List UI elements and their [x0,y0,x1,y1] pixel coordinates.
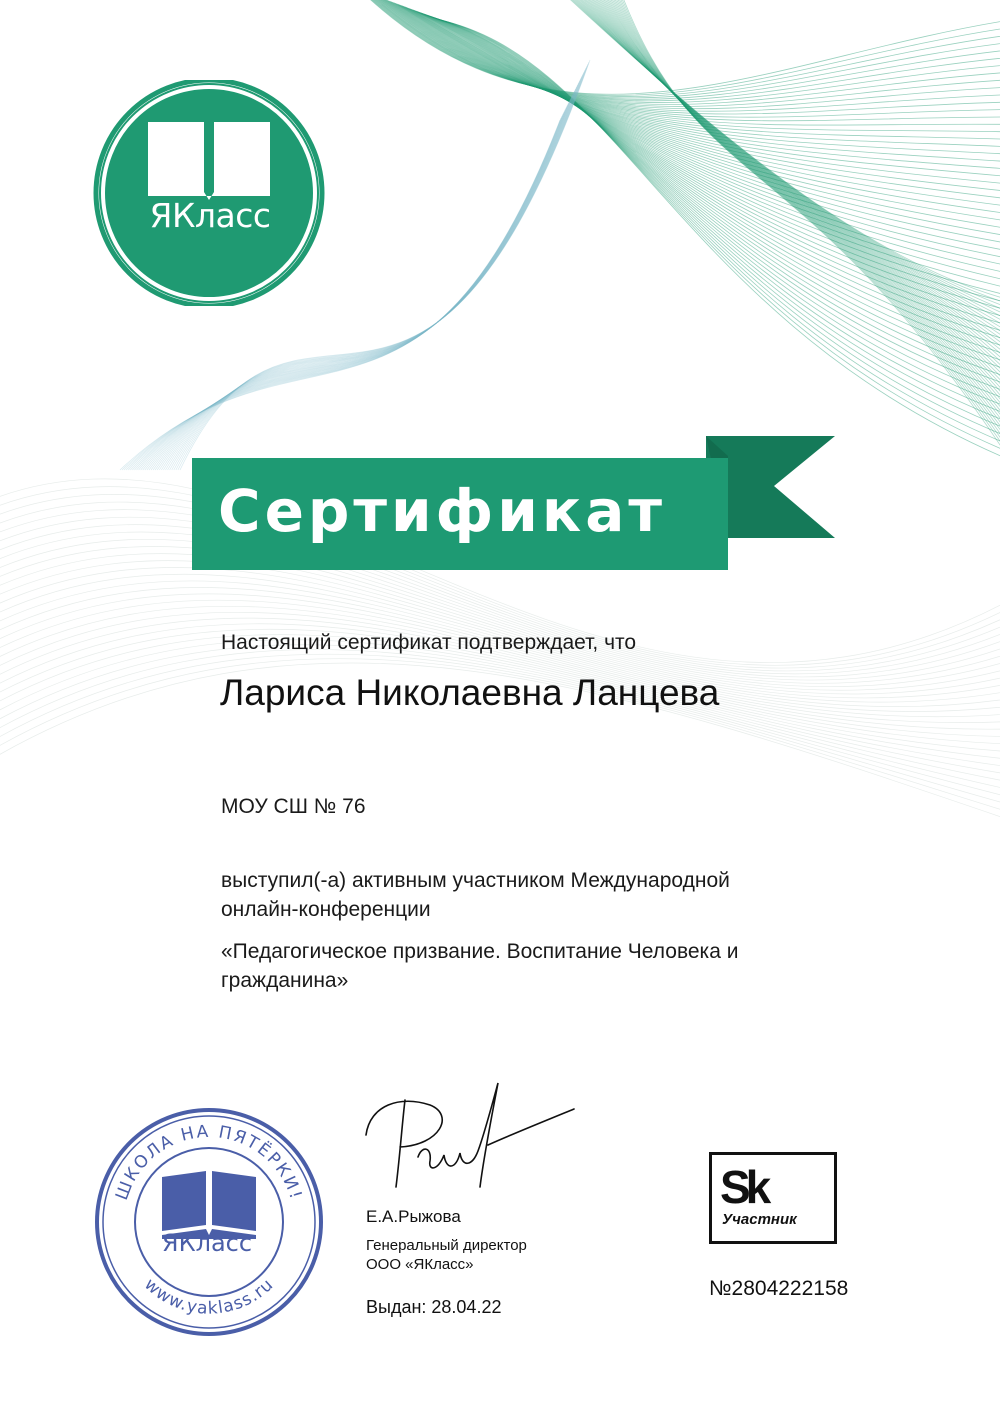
stamp-brand-text: ЯКласс [161,1229,253,1257]
signatory-role [366,1236,527,1274]
signatory-name: Е.А.Рыжова [366,1207,461,1226]
participation-description [221,866,861,924]
certificate-title: Сертификат [218,477,666,545]
school-stamp [92,1105,326,1339]
issue-date: Выдан: 28.04.22 [366,1297,502,1317]
stamp-top-text: ШКОЛА НА ПЯТЁРКИ! [111,1121,306,1203]
recipient-name: Лариса Николаевна Ланцева [220,672,720,713]
intro-text: Настоящий сертификат подтверждает, что [221,631,637,654]
logo-brand-text: ЯКласс [149,196,271,235]
conference-topic [221,937,861,995]
topic-line: «Педагогическое призвание. Воспитание Человека и [221,940,739,963]
topic-line: гражданина» [221,969,349,992]
director-signature [360,1075,580,1195]
certificate-number: №2804222158 [709,1277,849,1300]
description-line: онлайн-конференции [221,898,431,921]
skolkovo-logo: Sk [720,1161,767,1213]
signatory-role-line: Генеральный директор [366,1237,527,1254]
stamp-url-text: www.yaklass.ru [140,1274,278,1319]
school-name: МОУ СШ № 76 [221,795,366,818]
signatory-company: ООО «ЯКласс» [366,1256,474,1273]
description-line: выступил(-а) активным участником Международной [221,869,730,892]
yaklass-logo [82,80,336,306]
skolkovo-label: Участник [722,1211,797,1228]
